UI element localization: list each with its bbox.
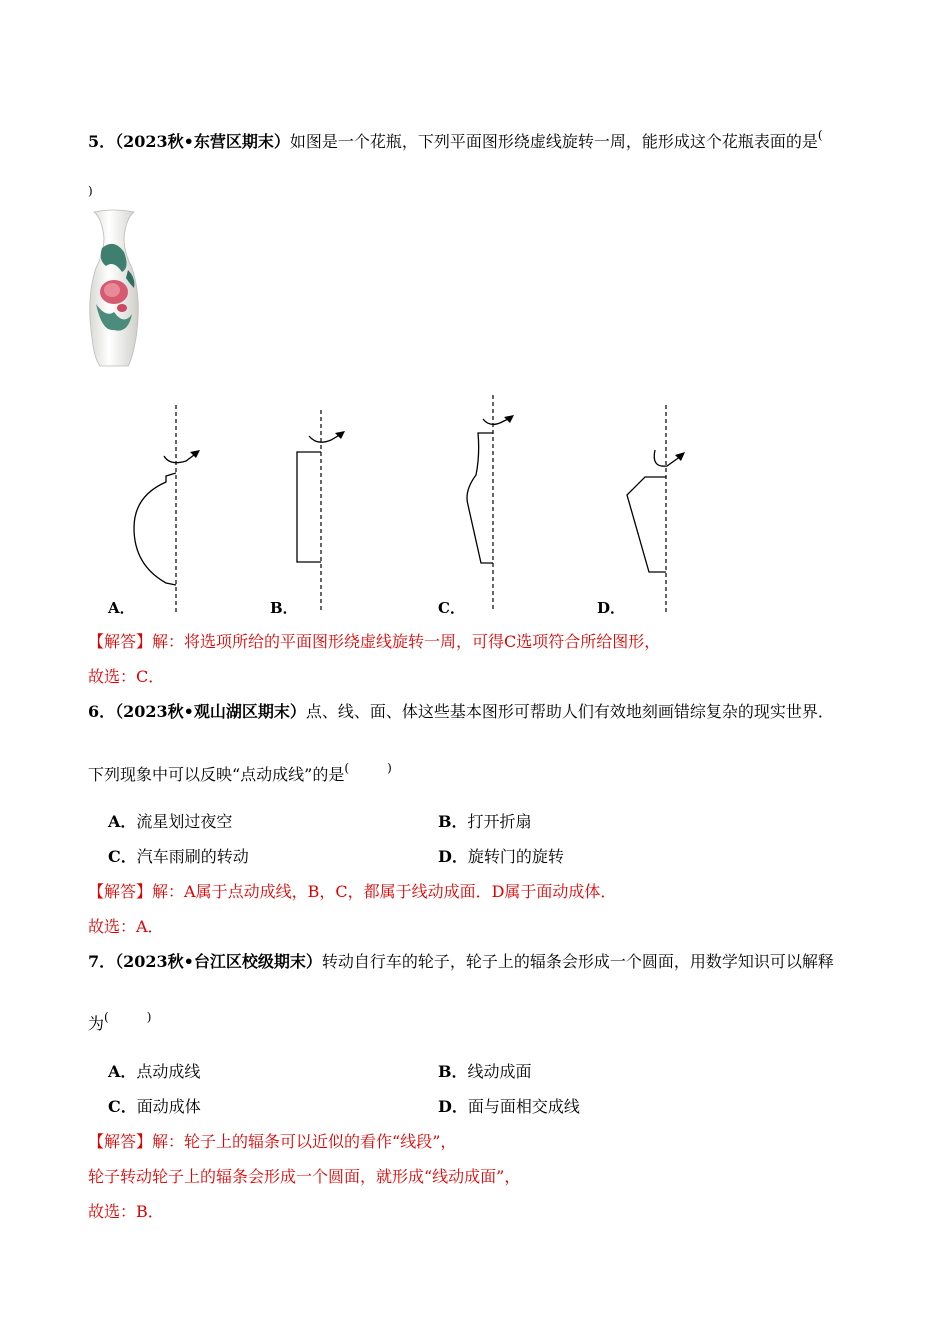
q7-option-d: D．面与面相交成线 [438, 1097, 580, 1116]
q6-option-a: A．流星划过夜空 [108, 812, 233, 831]
vase-image [84, 208, 144, 368]
q6-paren-close: ) [387, 761, 392, 775]
q6-source: （2023秋•观山湖区期末） [115, 702, 306, 721]
q5-source: （2023秋•东营区期末） [115, 132, 290, 151]
q7-answer-text1: 解：轮子上的辐条可以近似的看作“线段”， [152, 1132, 457, 1151]
q5-answer-choice: 故选：C． [88, 667, 165, 686]
q7-option-a: A．点动成线 [108, 1062, 201, 1081]
q5-option-c: C． [438, 599, 465, 617]
q7-answer-choice: 故选：B． [88, 1202, 164, 1221]
q6-answer [88, 881, 616, 903]
q7-paren-close: ) [146, 1010, 152, 1024]
q7-option-b: B．线动成面 [438, 1062, 532, 1081]
q7-answer [88, 1131, 456, 1153]
q7-paren-open: ( [104, 1010, 109, 1024]
q6-stem-line2 [88, 757, 392, 786]
figure-c [450, 395, 550, 615]
q6-stem2: 下列现象中可以反映“点动成线”的是 [88, 765, 345, 784]
q7-option-c: C．面动成体 [108, 1097, 201, 1116]
figure-a [120, 400, 220, 615]
q6-number: 6． [88, 702, 116, 721]
q5-paren-open: ( [817, 128, 823, 142]
q5-stem-line [88, 124, 823, 153]
q7-answer-tag: 【解答】 [88, 1132, 153, 1151]
q5-number: 5． [88, 132, 116, 151]
q5-answer-tag: 【解答】 [88, 632, 153, 651]
q6-option-d: D．旋转门的旋转 [438, 847, 564, 866]
q7-stem-line2 [88, 1006, 151, 1035]
q7-stem1: 转动自行车的轮子，轮子上的辐条会形成一个圆面，用数学知识可以解释 [321, 952, 834, 971]
q6-answer-choice: 故选：A． [88, 917, 164, 936]
figure-b [285, 400, 385, 615]
q7-number: 7． [88, 952, 116, 971]
q6-stem-line1 [88, 701, 834, 723]
q5-option-d: D． [597, 599, 626, 617]
q6-answer-text: 解：A属于点动成线，B，C，都属于线动成面．D属于面动成体． [152, 882, 617, 901]
q6-option-b: B．打开折扇 [438, 812, 532, 831]
q6-paren-open: ( [344, 761, 350, 775]
q7-source: （2023秋•台江区校级期末） [115, 952, 322, 971]
q5-paren-close: ) [88, 184, 93, 198]
q6-option-c: C．汽车雨刷的转动 [108, 847, 249, 866]
q7-answer-text2: 轮子转动轮子上的辐条会形成一个圆面，就形成“线动成面”， [88, 1167, 521, 1186]
q7-stem-line1 [88, 951, 834, 973]
q6-stem1: 点、线、面、体这些基本图形可帮助人们有效地刻画错综复杂的现实世界． [305, 702, 834, 721]
q5-option-b: B． [270, 599, 298, 617]
q6-answer-tag: 【解答】 [88, 882, 153, 901]
q5-stem: 如图是一个花瓶，下列平面图形绕虚线旋转一周，能形成这个花瓶表面的是 [289, 132, 818, 151]
q5-option-a: A． [108, 599, 135, 617]
q7-stem2: 为 [88, 1014, 105, 1033]
q5-answer [88, 631, 660, 653]
q5-answer-text: 解：将选项所给的平面图形绕虚线旋转一周，可得C选项符合所给图形， [152, 632, 661, 651]
figure-d [615, 400, 715, 615]
